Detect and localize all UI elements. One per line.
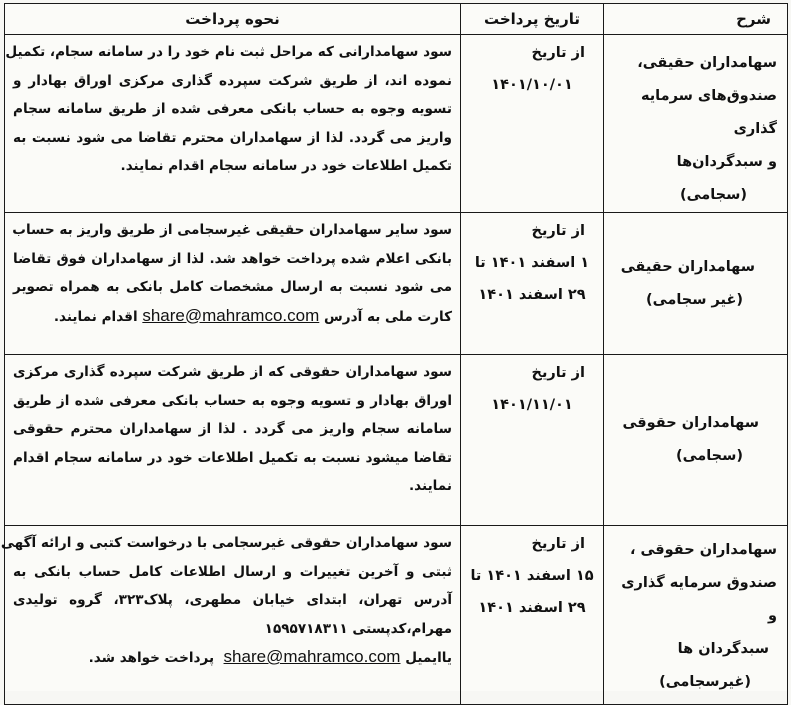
row-description: سهامداران حقیقی (غیر سجامی): [604, 213, 788, 355]
row-method: سود سهامداران حقوقی غیرسجامی با درخواست کتبی و ارائه آگهی ثبتی و آخرین تغییرات و ارسال اطلاعات کامل حساب بانکی به آدرس تهران، ابتدای خیابان مطهری، پلاک۳۲۳، گروه تولیدی مهرام،کدپستی ۱۵۹۵۷۱۸۳۱۱ یاایمیل share@mahramco.com پرداخت خواهد شد.: [5, 526, 461, 705]
table-row: [5, 526, 788, 705]
header-description: شرح: [604, 4, 788, 35]
table-row: [5, 213, 788, 355]
row-method: سود سایر سهامداران حقیقی غیرسجامی از طریق واریز به حساب بانکی اعلام شده پرداخت خواهد شد. لذا از سهامداران فوق تقاضا می شود نسبت به ارسال مشخصات کامل بانکی به همراه تصویر کارت ملی به آدرس share@mahramco.com اقدام نمایند.: [5, 213, 461, 355]
row-description: سهامداران حقوقی (سجامی): [604, 355, 788, 526]
row-date: از تاریخ ۱ اسفند ۱۴۰۱ تا ۲۹ اسفند ۱۴۰۱: [461, 213, 604, 355]
header-date: تاریخ پرداخت: [461, 4, 604, 35]
row-method: سود سهامدارانی که مراحل ثبت نام خود را در سامانه سجام، تکمیل نموده اند، از طریق شرکت سپرده گذاری مرکزی اوراق بهادار و تسویه وجوه به حساب بانکی معرفی شده از طریق سامانه سجام واریز می گردد. لذا از سهامداران محترم تقاضا می شود نسبت به تکمیل اطلاعات خود در سامانه سجام اقدام نمایند.: [5, 35, 461, 213]
row-method: سود سهامداران حقوقی که از طریق شرکت سپرده گذاری مرکزی اوراق بهادار و تسویه وجوه به حساب بانکی معرفی شده از طریق سامانه سجام واریز می گردد . لذا از سهامداران محترم حقوقی تقاضا میشود نسبت به تکمیل اطلاعات خود در سامانه سجام اقدام نمایند.: [5, 355, 461, 526]
email-link[interactable]: share@mahramco.com: [223, 647, 401, 666]
table-row: [5, 35, 788, 213]
table-row: [5, 355, 788, 526]
row-date: از تاریخ ۱۵ اسفند ۱۴۰۱ تا ۲۹ اسفند ۱۴۰۱: [461, 526, 604, 705]
email-link[interactable]: share@mahramco.com: [142, 305, 320, 325]
row-description: سهامداران حقوقی ، صندوق سرمایه گذاری و سبدگردان ها (غیرسجامی): [604, 526, 788, 705]
header-method: نحوه پرداخت: [5, 4, 461, 35]
row-description: سهامداران حقیقی، صندوق‌های سرمایه گذاری و سبدگردان‌ها (سجامی): [604, 35, 788, 213]
payment-table-sheet: [0, 3, 787, 691]
row-date: از تاریخ ۱۴۰۱/۱۱/۰۱: [461, 355, 604, 526]
row-date: از تاریخ ۱۴۰۱/۱۰/۰۱: [461, 35, 604, 213]
header-row: [5, 4, 788, 35]
payment-table: [0, 3, 788, 705]
